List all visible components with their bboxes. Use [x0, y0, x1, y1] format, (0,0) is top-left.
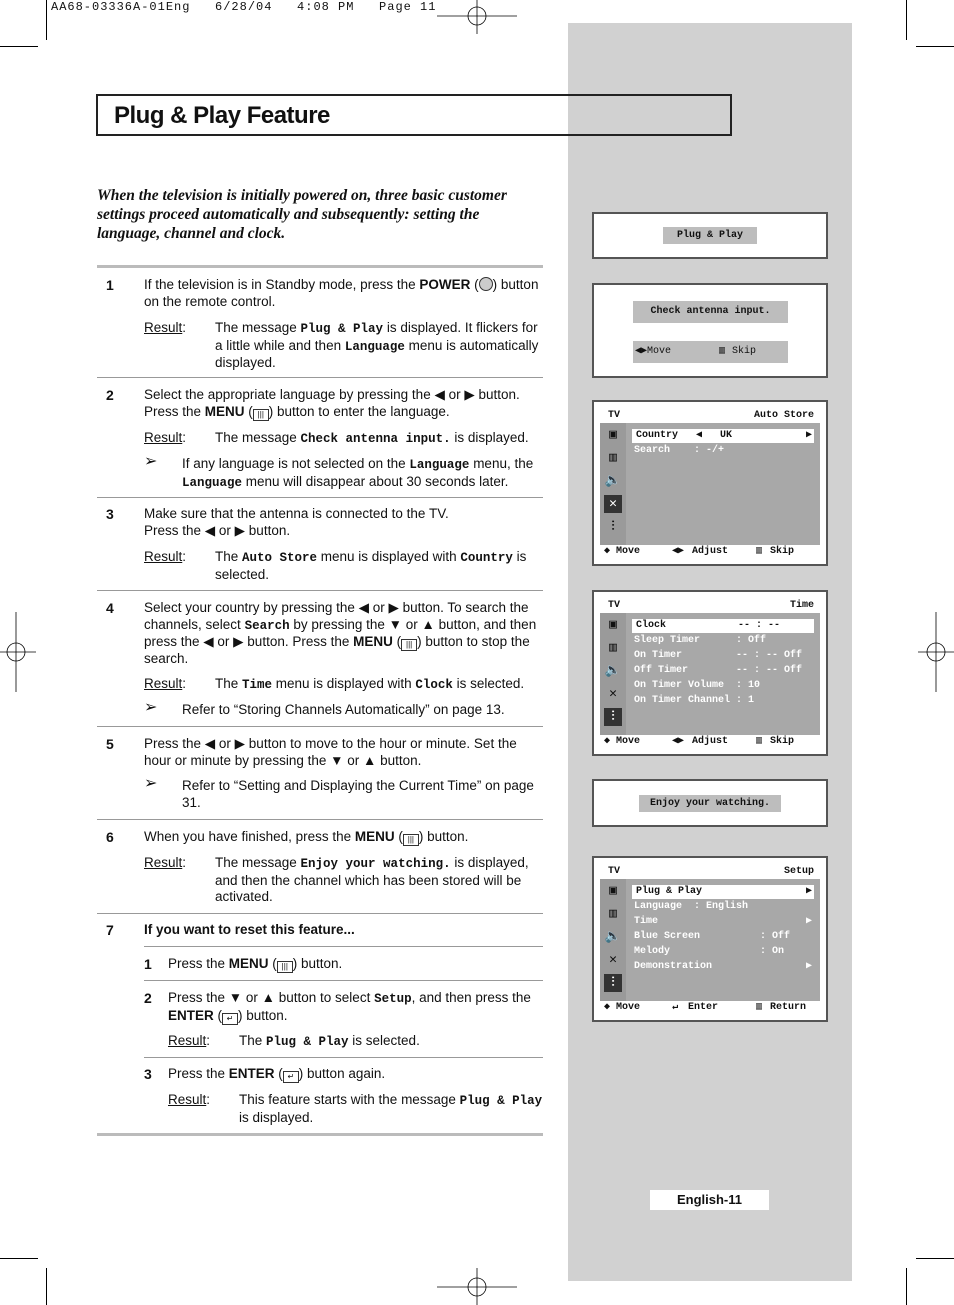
menu-row-country[interactable]: Country ◀ UK ▶: [632, 429, 814, 443]
menu-row-on-timer-volume[interactable]: On Timer Volume : 10: [634, 680, 761, 691]
crop-mark: [906, 1268, 907, 1305]
channel-icon: ✕: [609, 686, 617, 701]
page-number: English-11: [650, 1190, 769, 1210]
menu-row-clock[interactable]: Clock -- : --: [632, 619, 814, 633]
menu-icon: ▥: [719, 346, 726, 357]
picture-icon: ▣: [609, 883, 617, 898]
note-arrow-icon: ➢: [144, 453, 158, 470]
menu-row-demonstration[interactable]: Demonstration ▶: [634, 961, 812, 972]
menu-icon: ▥: [756, 736, 763, 747]
screen-setup: TV Setup ▣ ▥ 🔈 ✕ ⫶ Plug & Play ▶ Language : English Time ▶ Blue Screen : Off Melody : On Demonstration ▶ ◆ Move ↵ Enter ▥ Return: [592, 856, 828, 1022]
divider: [97, 265, 543, 268]
menu-button-icon: |||: [403, 834, 419, 846]
sound-icon: ▥: [609, 906, 617, 921]
crop-mark: [906, 0, 907, 40]
divider: [97, 913, 543, 914]
crop-mark: [46, 1268, 47, 1305]
setup-icon: ⫶: [604, 708, 622, 726]
screen-auto-store: TV Auto Store ▣ ▥ 🔈 ✕ ⫶ Country ◀ UK ▶ Search : -/+ ◆ Move ◀▶ Adjust ▥ Skip: [592, 400, 828, 566]
divider: [97, 1133, 543, 1136]
crop-mark: [0, 1258, 38, 1259]
intro-text: When the television is initially powered on, three basic customer settings proceed automatically and subsequently: setting the language, channel and clock.: [97, 187, 507, 242]
power-button-icon: [479, 277, 493, 291]
note-arrow-icon: ➢: [144, 775, 158, 792]
speaker-icon: 🔈: [604, 473, 622, 488]
menu-button-icon: |||: [401, 639, 417, 651]
menu-row-language[interactable]: Language : English: [634, 901, 749, 912]
setup-icon: ⫶: [611, 519, 615, 534]
registration-mark: [0, 612, 36, 692]
crop-mark: [0, 46, 38, 47]
menu-row-time[interactable]: Time ▶: [634, 916, 812, 927]
menu-row-off-timer[interactable]: Off Timer -- : -- Off: [634, 665, 803, 676]
menu-row-blue-screen[interactable]: Blue Screen : Off: [634, 931, 791, 942]
divider: [97, 590, 543, 591]
screen-time: TV Time ▣ ▥ 🔈 ✕ ⫶ Clock -- : -- Sleep Timer : Off On Timer -- : -- Off Off Timer -- : -- Off On Timer Volume : 10 On Timer Channel : 1 ◆ Move ◀▶ Adjust ▥ Skip: [592, 590, 828, 756]
menu-icon: ▥: [756, 546, 763, 557]
enter-button-icon: ↵: [222, 1013, 238, 1025]
menu-button-icon: |||: [277, 961, 293, 973]
menu-row-on-timer-channel[interactable]: On Timer Channel : 1: [634, 695, 755, 706]
setup-icon: ⫶: [604, 974, 622, 992]
registration-mark: [437, 1268, 517, 1305]
divider: [144, 946, 543, 947]
picture-icon: ▣: [609, 427, 617, 442]
page-title: Plug & Play Feature: [114, 102, 330, 129]
screen-enjoy: Enjoy your watching.: [592, 779, 828, 827]
divider: [144, 980, 543, 981]
divider: [97, 497, 543, 498]
menu-row-search[interactable]: Search : -/+: [634, 445, 725, 456]
divider: [97, 819, 543, 820]
divider: [97, 377, 543, 378]
crop-mark: [46, 0, 47, 40]
channel-icon: ✕: [604, 495, 622, 513]
print-header: AA68-03336A-01Eng 6/28/04 4:08 PM Page 11: [51, 0, 437, 14]
divider: [97, 726, 543, 727]
title-box: [96, 94, 732, 136]
menu-icon: ▥: [756, 1002, 763, 1013]
enter-button-icon: ↵: [283, 1071, 299, 1083]
speaker-icon: 🔈: [604, 929, 622, 944]
menu-row-on-timer[interactable]: On Timer -- : -- Off: [634, 650, 803, 661]
sound-icon: ▥: [609, 450, 617, 465]
crop-mark: [916, 46, 954, 47]
divider: [144, 1057, 543, 1058]
note-arrow-icon: ➢: [144, 699, 158, 716]
picture-icon: ▣: [609, 617, 617, 632]
registration-mark: [918, 612, 954, 692]
menu-button-icon: |||: [253, 409, 269, 421]
speaker-icon: 🔈: [604, 663, 622, 678]
enter-icon: ↵: [672, 1002, 679, 1013]
screen-plug-and-play: Plug & Play: [592, 212, 828, 259]
sound-icon: ▥: [609, 640, 617, 655]
menu-row-plug-and-play[interactable]: Plug & Play ▶: [632, 885, 814, 899]
menu-row-sleep-timer[interactable]: Sleep Timer : Off: [634, 635, 767, 646]
crop-mark: [916, 1258, 954, 1259]
menu-row-melody[interactable]: Melody : On: [634, 946, 785, 957]
registration-mark: [437, 0, 517, 34]
channel-icon: ✕: [609, 952, 617, 967]
screen-check-antenna: Check antenna input. ◀▶Move ▥ Skip: [592, 283, 828, 378]
